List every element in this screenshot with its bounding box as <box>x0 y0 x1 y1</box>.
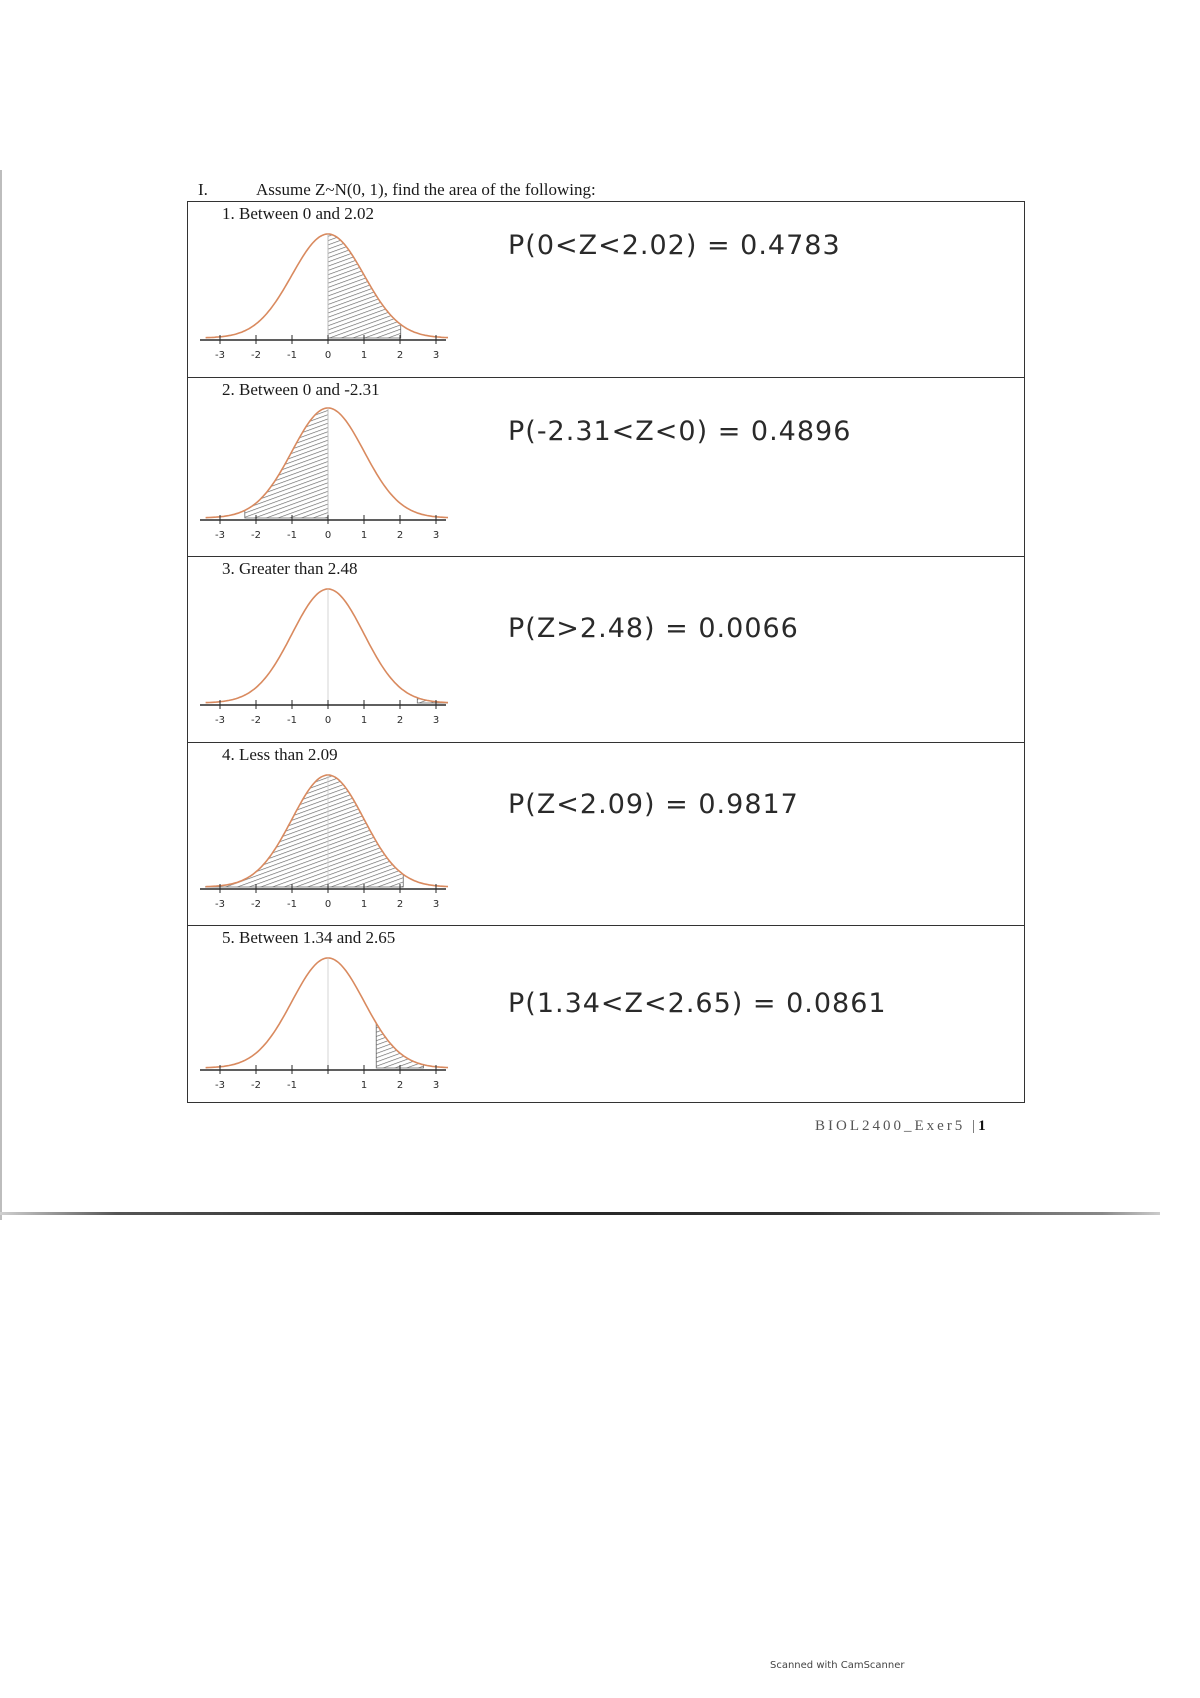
tick-label: 3 <box>432 715 440 726</box>
problem-label: 4. Less than 2.09 <box>222 745 338 764</box>
problem-row <box>188 557 1024 743</box>
tick-label: -3 <box>215 1080 225 1091</box>
handwritten-answer: P(1.34<Z<2.65) = 0.0861 <box>508 988 887 1019</box>
handwritten-answer: P(0<Z<2.02) = 0.4783 <box>508 230 841 261</box>
tick-label: -1 <box>287 715 297 726</box>
tick-label: -2 <box>251 530 261 541</box>
page-footer: BIOL2400_Exer5 |1 <box>815 1118 986 1134</box>
problem-label: 1. Between 0 and 2.02 <box>222 204 375 223</box>
tick-label: -1 <box>287 899 297 910</box>
problem-label: 2. Between 0 and -2.31 <box>222 380 380 399</box>
tick-label: 1 <box>360 350 368 361</box>
normal-curve-sketch <box>198 402 448 550</box>
tick-label: 1 <box>360 530 368 541</box>
tick-label: -3 <box>215 715 225 726</box>
section-instructions: Assume Z~N(0, 1), find the area of the following: <box>256 180 596 199</box>
normal-curve-sketch <box>198 228 448 370</box>
tick-label: -1 <box>287 350 297 361</box>
tick-label: 3 <box>432 1080 440 1091</box>
page-number: 1 <box>978 1118 986 1134</box>
tick-label: 1 <box>360 899 368 910</box>
problem-row <box>188 378 1024 557</box>
shaded-area <box>376 1023 423 1068</box>
tick-label: 0 <box>324 899 332 910</box>
tick-label: 3 <box>432 350 440 361</box>
scan-edge-bottom <box>0 1212 1160 1215</box>
normal-curve-sketch <box>198 952 448 1100</box>
tick-label: 0 <box>324 350 332 361</box>
tick-label: 2 <box>396 530 404 541</box>
section-number: I. <box>198 180 208 199</box>
scanner-watermark: Scanned with CamScanner <box>770 1660 905 1671</box>
problem-label: 3. Greater than 2.48 <box>222 559 358 578</box>
tick-label: 2 <box>396 715 404 726</box>
tick-label: -3 <box>215 350 225 361</box>
shaded-area <box>328 234 401 338</box>
tick-label: 3 <box>432 899 440 910</box>
shaded-area <box>206 775 404 887</box>
tick-label: 2 <box>396 350 404 361</box>
problem-row <box>188 743 1024 926</box>
bell-curve <box>206 589 448 703</box>
tick-label: -2 <box>251 1080 261 1091</box>
bell-curve <box>206 958 448 1068</box>
handwritten-answer: P(Z<2.09) = 0.9817 <box>508 789 799 820</box>
normal-curve-sketch <box>198 769 448 919</box>
problem-row <box>188 926 1024 1104</box>
problem-label: 5. Between 1.34 and 2.65 <box>222 928 396 947</box>
bell-curve <box>206 234 448 338</box>
tick-label: -1 <box>287 1080 297 1091</box>
tick-label: -2 <box>251 350 261 361</box>
tick-label: 2 <box>396 1080 404 1091</box>
tick-label: 0 <box>324 530 332 541</box>
handwritten-answer: P(-2.31<Z<0) = 0.4896 <box>508 416 852 447</box>
tick-label: 0 <box>324 715 332 726</box>
tick-label: -3 <box>215 530 225 541</box>
tick-label: -3 <box>215 899 225 910</box>
tick-label: -2 <box>251 899 261 910</box>
problem-row <box>188 202 1024 378</box>
tick-label: 1 <box>360 1080 368 1091</box>
tick-label: -2 <box>251 715 261 726</box>
scan-edge-left <box>0 170 2 1220</box>
tick-label: 1 <box>360 715 368 726</box>
normal-curve-sketch <box>198 583 448 735</box>
tick-label: 2 <box>396 899 404 910</box>
problem-table <box>187 201 1025 1103</box>
tick-label: -1 <box>287 530 297 541</box>
course-code: BIOL2400_Exer5 <box>815 1118 966 1134</box>
handwritten-answer: P(Z>2.48) = 0.0066 <box>508 613 799 644</box>
tick-label: 3 <box>432 530 440 541</box>
